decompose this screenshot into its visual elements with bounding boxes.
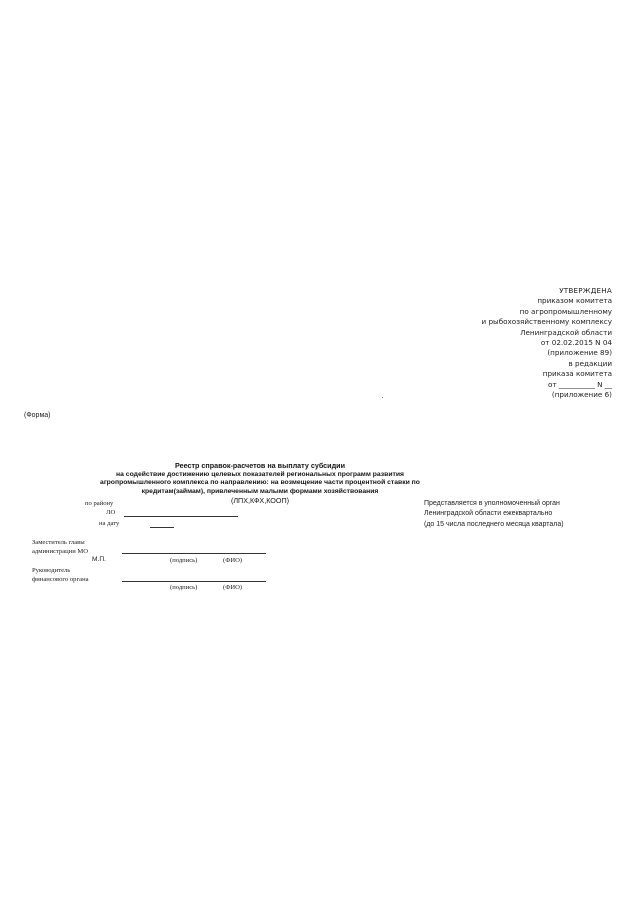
finance-head-title-line: Руководитель	[32, 567, 71, 574]
approval-line: в редакции	[568, 358, 612, 368]
submission-note	[424, 499, 564, 530]
approval-line: от 02.02.2015 N 04	[540, 338, 612, 348]
approval-line: от __________ N __	[548, 379, 612, 389]
approval-line: Ленинградской области	[520, 327, 612, 337]
deputy-signature-line[interactable]	[122, 553, 266, 554]
approval-line: (приложение 89)	[547, 348, 612, 358]
finance-head-signature-caption: (подпись)	[170, 584, 198, 591]
registry-title-line: на содействие достижению целевых показателей региональных программ развития	[116, 470, 404, 478]
note-line: Ленинградской области ежеквартально	[424, 510, 553, 518]
approval-block	[482, 286, 612, 400]
registry-title-line: агропромышленного комплекса по направлению: на возмещение части процентной ставки по	[100, 479, 420, 487]
approval-line: (приложение 6)	[551, 390, 612, 400]
finance-head-fio-caption: (ФИО)	[223, 584, 243, 591]
finance-head-signature-line[interactable]	[122, 581, 266, 582]
deputy-title-line: Заместитель главы	[32, 539, 85, 546]
note-line: Представляется в уполномоченный орган	[424, 500, 560, 507]
lo-label: ЛО	[106, 509, 116, 516]
approval-line: приказом комитета	[537, 296, 612, 306]
approval-heading: УТВЕРЖДЕНА	[559, 286, 612, 295]
date-field[interactable]	[150, 527, 174, 528]
finance-head-title-line: финансового органа	[32, 576, 89, 583]
approval-line: и рыбохозяйственному комплексу	[481, 317, 612, 327]
scan-speck	[382, 397, 383, 398]
registry-subtitle: (ЛПХ,КФХ,КООП)	[230, 496, 290, 506]
approval-line: приказа комитета	[542, 369, 612, 379]
district-label: по району	[85, 500, 114, 507]
registry-title-line: кредитам(займам), привлеченным малыми формами хозяйствования	[141, 487, 379, 495]
registry-title-block	[60, 462, 460, 506]
deputy-signature-caption: (подпись)	[170, 557, 198, 564]
approval-line: по агропромышленному	[519, 306, 612, 316]
date-label: на дату	[99, 520, 120, 527]
deputy-fio-caption: (ФИО)	[223, 557, 243, 564]
stamp-label: М.П.	[92, 556, 106, 563]
note-line: (до 15 числа последнего месяца квартала)	[424, 520, 564, 528]
deputy-title-line: администрации МО	[32, 548, 89, 555]
registry-title: Реестр справок-расчетов на выплату субсидии	[174, 461, 345, 470]
form-label: (Форма)	[24, 412, 51, 419]
district-field[interactable]	[124, 516, 238, 517]
